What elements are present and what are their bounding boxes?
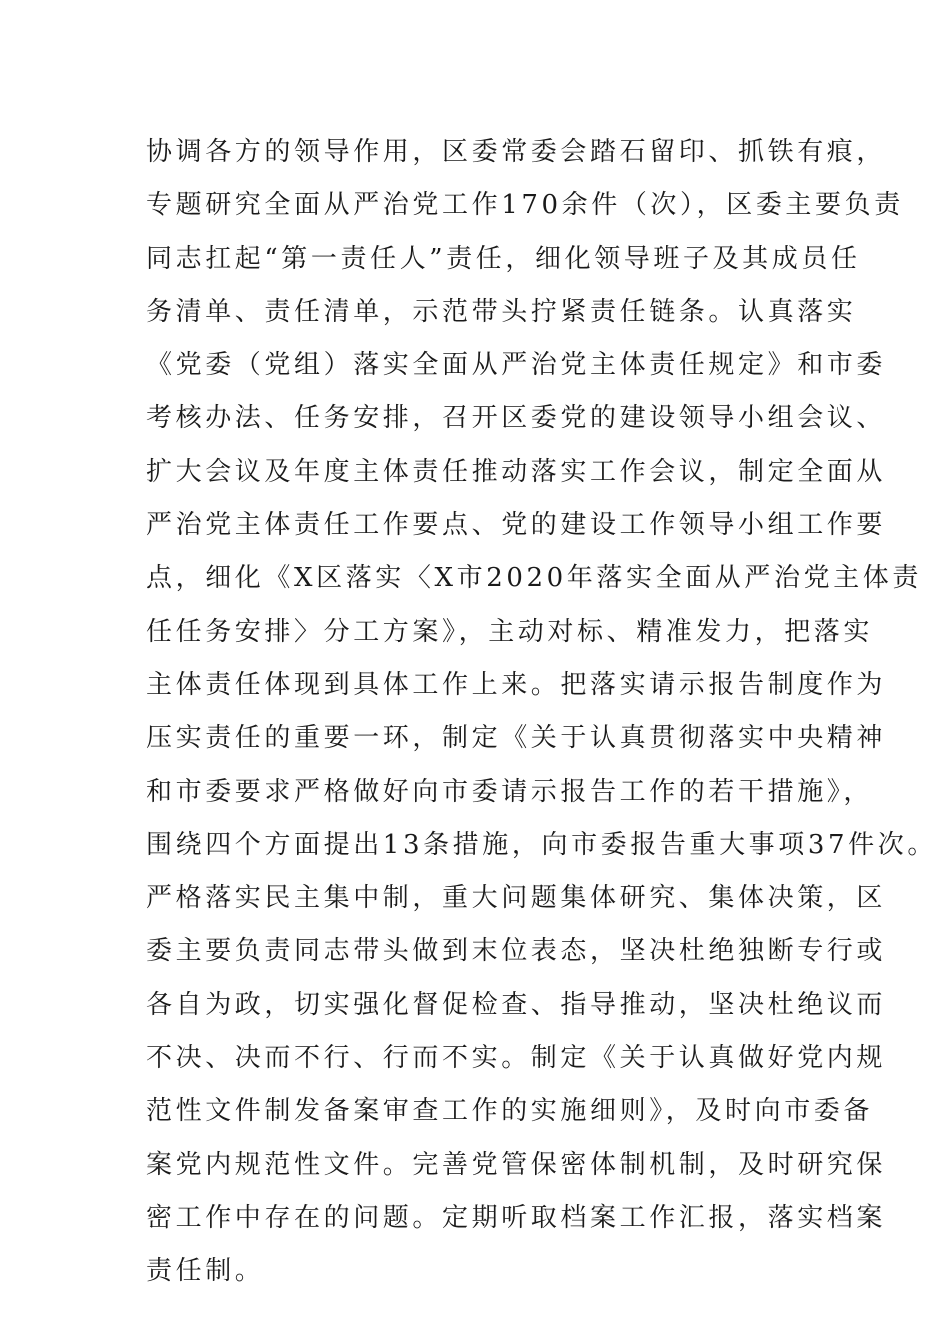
text-line: 不决、决而不行、行而不实。制定《关于认真做好党内规 — [146, 1043, 887, 1074]
text-line: 密工作中存在的问题。定期听取档案工作汇报，落实档案 — [146, 1202, 887, 1233]
text-line: 各自为政，切实强化督促检查、指导推动，坚决杜绝议而 — [146, 989, 887, 1020]
text-line: 主体责任体现到具体工作上来。把落实请示报告制度作为 — [146, 669, 887, 700]
text-line: 考核办法、任务安排，召开区委党的建设领导小组会议、 — [146, 403, 887, 434]
text-line: 范性文件制发备案审查工作的实施细则》，及时向市委备 — [146, 1096, 874, 1127]
text-line: 同志扛起“第一责任人”责任，细化领导班子及其成员任 — [146, 243, 861, 274]
text-line: 《党委（党组）落实全面从严治党主体责任规定》和市委 — [146, 350, 887, 381]
text-line: 围绕四个方面提出13条措施，向市委报告重大事项37件次。 — [146, 829, 937, 860]
text-line: 协调各方的领导作用，区委常委会踏石留印、抓铁有痕， — [146, 137, 887, 167]
text-line: 压实责任的重要一环，制定《关于认真贯彻落实中央精神 — [146, 723, 887, 754]
text-line: 务清单、责任清单，示范带头拧紧责任链条。认真落实 — [146, 296, 857, 327]
text-line: 任任务安排〉分工方案》，主动对标、精准发力，把落实 — [146, 616, 874, 647]
text-line: 专题研究全面从严治党工作170余件（次），区委主要负责 — [146, 190, 904, 221]
text-line: 和市委要求严格做好向市委请示报告工作的若干措施》， — [146, 776, 874, 807]
body-paragraph — [146, 126, 937, 1299]
text-line: 委主要负责同志带头做到末位表态，坚决杜绝独断专行或 — [146, 936, 887, 967]
text-line: 严格落实民主集中制，重大问题集体研究、集体决策，区 — [146, 883, 887, 914]
text-line: 责任制。 — [146, 1256, 265, 1287]
text-line: 点，细化《X区落实〈X市2020年落实全面从严治党主体责 — [146, 563, 922, 594]
text-line: 严治党主体责任工作要点、党的建设工作领导小组工作要 — [146, 510, 887, 541]
text-line: 案党内规范性文件。完善党管保密体制机制，及时研究保 — [146, 1149, 887, 1180]
text-line: 扩大会议及年度主体责任推动落实工作会议，制定全面从 — [146, 456, 887, 487]
